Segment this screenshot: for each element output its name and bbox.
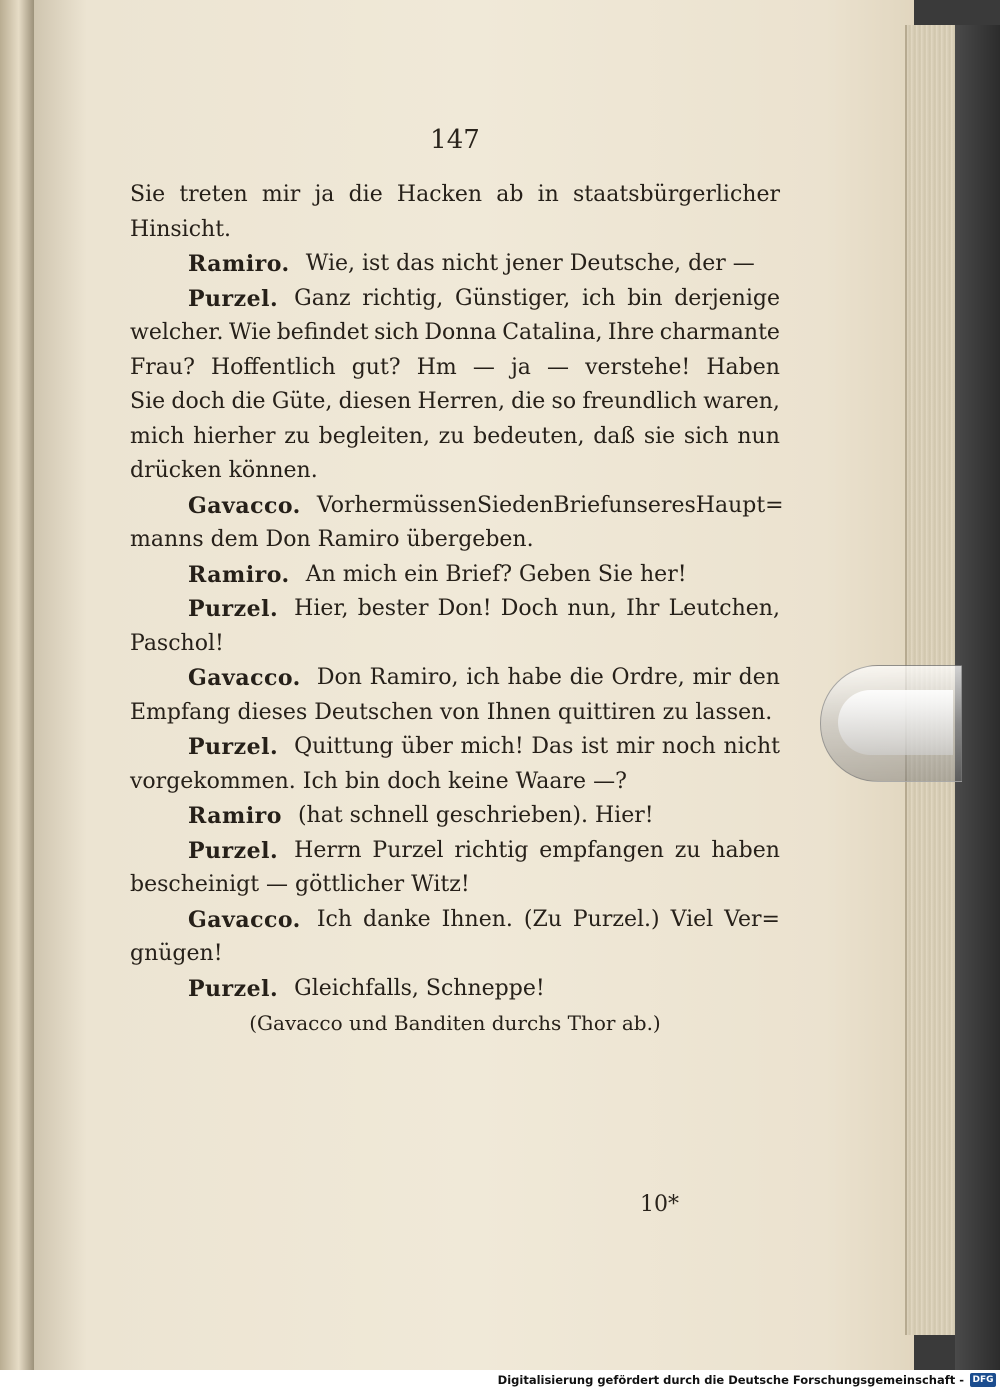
text-line [130, 834, 780, 869]
footer-bar [0, 1370, 1000, 1391]
left-page-edge [0, 0, 34, 1370]
text-line [130, 247, 780, 282]
speaker-name: Gavacco. [188, 665, 301, 691]
line-text: drücken können. [130, 458, 318, 483]
speaker-name: Purzel. [188, 596, 279, 622]
text-line [130, 592, 780, 627]
text-line [130, 489, 784, 524]
text-line [130, 765, 780, 800]
line-text: Hier, bester Don! Doch nun, Ihr Leutchen, [294, 596, 780, 621]
dfg-logo-icon: DFG [970, 1373, 996, 1387]
text-line [130, 385, 780, 420]
line-text: Paschol! [130, 630, 224, 656]
stage-direction: (Gavacco und Banditen durchs Thor ab.) [249, 1011, 661, 1035]
text-line [130, 661, 780, 696]
speaker-name: Gavacco. [188, 492, 301, 519]
page-text [130, 178, 784, 1041]
speaker-name: Ramiro [188, 803, 282, 829]
line-text: Frau? Hoffentlich gut? Hm — ja — verstehe! Haben [130, 354, 780, 380]
line-text: Ganz richtig, Günstiger, ich bin derjenige [294, 285, 780, 311]
text-line [130, 351, 780, 386]
line-text: Don Ramiro, ich habe die Ordre, mir den [316, 665, 780, 690]
text-line [130, 730, 780, 765]
line-text: Vorher müssen Sie den Brief unseres Haupt= [316, 492, 784, 518]
line-text: Sie doch die Güte, diesen Herren, die so freundlich waren, [130, 389, 780, 414]
text-line [130, 558, 780, 593]
text-line [130, 937, 780, 972]
speaker-name: Ramiro. [188, 251, 290, 277]
line-text: Gleichfalls, Schneppe! [294, 975, 545, 1001]
line-text: Quittung über mich! Das ist mir noch nicht [294, 734, 780, 759]
speaker-name: Purzel. [188, 837, 279, 864]
footer-credit: Digitalisierung gefördert durch die Deutsche Forschungsgemeinschaft - [497, 1373, 964, 1387]
text-line [130, 282, 780, 317]
text-line [130, 213, 780, 248]
line-text: welcher. Wie befindet sich Donna Catalina, Ihre charmante [130, 320, 780, 345]
text-line [130, 972, 780, 1007]
speaker-name: Purzel. [188, 975, 279, 1002]
line-text: Sie treten mir ja die Hacken ab in staatsbürgerlicher [130, 182, 780, 207]
speaker-name: Purzel. [188, 285, 279, 312]
line-text: vorgekommen. Ich bin doch keine Waare —? [130, 768, 627, 794]
line-text: (hat schnell geschrieben). Hier! [297, 803, 654, 828]
line-text: gnügen! [130, 941, 223, 966]
text-line [130, 903, 780, 938]
page-number: 147 [430, 125, 480, 155]
text-line [130, 627, 780, 662]
text-line [130, 420, 780, 455]
line-text: Hinsicht. [130, 216, 232, 242]
signature-mark: 10* [640, 1192, 679, 1217]
line-text: Wie, ist das nicht jener Deutsche, der — [305, 251, 755, 276]
text-line [130, 799, 780, 834]
speaker-name: Ramiro. [188, 561, 290, 588]
text-line [130, 178, 780, 213]
text-line [130, 523, 780, 558]
line-text: mich hierher zu begleiten, zu bedeuten, daß sie sich nun [130, 423, 780, 449]
speaker-name: Purzel. [188, 734, 279, 760]
line-text: manns dem Don Ramiro übergeben. [130, 527, 534, 552]
text-line [130, 696, 780, 731]
text-line [130, 316, 780, 351]
text-line [130, 454, 780, 489]
line-text: Herrn Purzel richtig empfangen zu haben [294, 837, 780, 863]
speaker-name: Gavacco. [188, 906, 301, 933]
line-text: An mich ein Brief? Geben Sie her! [305, 561, 687, 587]
line-text: bescheinigt — göttlicher Witz! [130, 872, 470, 897]
line-text: Ich danke Ihnen. (Zu Purzel.) Viel Ver= [316, 906, 780, 932]
text-line [130, 868, 780, 903]
page-clip-highlight [838, 690, 953, 755]
line-text: Empfang dieses Deutschen von Ihnen quittiren zu lassen. [130, 699, 773, 725]
